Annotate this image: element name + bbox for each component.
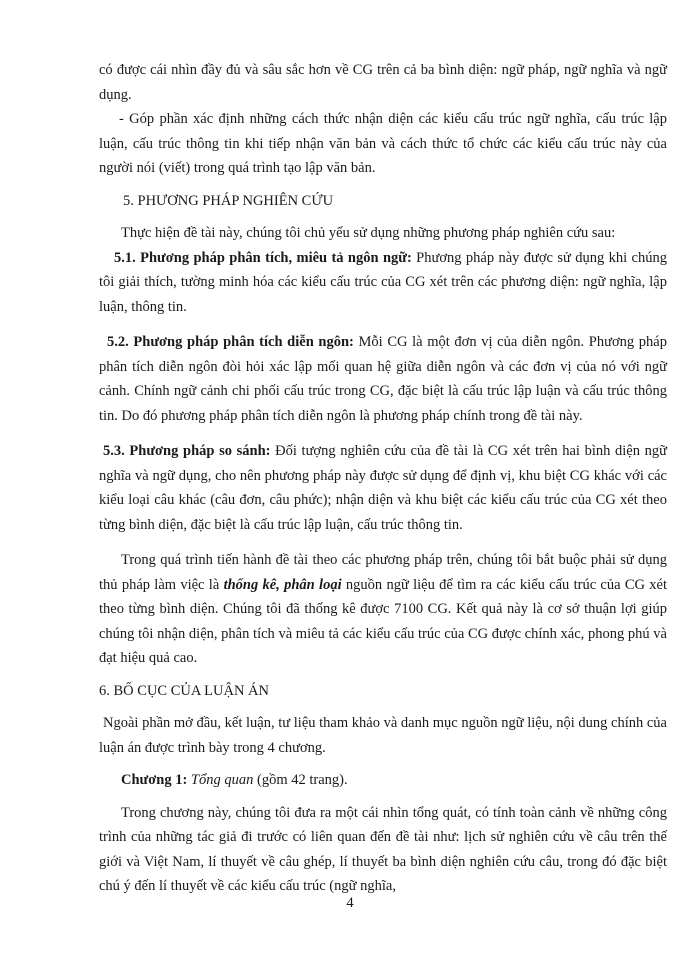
- paragraph-structure-intro: Ngoài phần mở đầu, kết luận, tư liệu tham khảo và danh mục nguồn ngữ liệu, nội dung chính của luận án được trình bày trong 4 chương.: [99, 715, 667, 756]
- method-5-2-text: Mỗi CG là một đơn vị của diễn ngôn. Phương pháp phân tích diễn ngôn đòi hỏi xác lập mối quan hệ giữa diễn ngôn và các đơn vị của nó với ngữ cảnh. Chính ngữ cảnh chi phối cấu trúc trong CG, đặc biệt là cấu trúc lập luận và cấu trúc thông tin. Do đó phương pháp phân tích diễn ngôn là phương pháp chính trong đề tài này.: [99, 334, 667, 424]
- paragraph-contribution: - Góp phần xác định những cách thức nhận diện các kiểu cấu trúc ngữ nghĩa, cấu trúc lập luận, cấu trúc thông tin khi tiếp nhận văn bản và cách thức tổ chức các kiểu cấu trúc này của người nói (viết) trong quá trình tạo lập văn bản.: [99, 111, 667, 176]
- method-5-2-label: 5.2. Phương pháp phân tích diễn ngôn:: [107, 334, 354, 350]
- paragraph-continuation: có được cái nhìn đầy đủ và sâu sắc hơn về CG trên cả ba bình diện: ngữ pháp, ngữ nghĩa và ngữ dụng.: [99, 62, 667, 103]
- page-number: 4: [346, 895, 354, 911]
- section-heading-research-methods: 5. PHƯƠNG PHÁP NGHIÊN CỨU: [123, 192, 334, 209]
- paragraph-chapter-1: [99, 768, 667, 793]
- paragraph-statistics: [99, 548, 667, 671]
- paragraph-methods-intro: Thực hiện đề tài này, chúng tôi chủ yếu sử dụng những phương pháp nghiên cứu sau:: [121, 225, 616, 241]
- method-5-3-label: 5.3. Phương pháp so sánh:: [103, 443, 271, 459]
- statistics-text-a: Trong quá trình tiến hành đề tài theo các phương pháp trên, chúng tôi bắt buộc phải sử dụng thủ pháp làm việc là: [99, 552, 667, 593]
- statistics-emphasis: thống kê, phân loại: [223, 576, 342, 593]
- page-content: [99, 58, 667, 899]
- method-5-1-label: 5.1. Phương pháp phân tích, miêu tả ngôn ngữ:: [114, 249, 412, 266]
- chapter-1-pages: (gồm 42 trang).: [253, 772, 348, 788]
- paragraph-chapter-1-overview: Trong chương này, chúng tôi đưa ra một cái nhìn tổng quát, có tính toàn cảnh về những công trình của những tác giả đi trước có liên quan đến đề tài như: lịch sử nghiên cứu về câu trên thế giới và Việt Nam, lí thuyết về câu ghép, lí thuyết ba bình diện nghiên cứu câu, trong đó đặc biệt chú ý đến lí thuyết về các kiểu cấu trúc (ngữ nghĩa,: [99, 804, 667, 894]
- chapter-1-title: Tổng quan: [190, 772, 254, 788]
- method-5-1-text: Phương pháp này được sử dụng khi chúng tôi giải thích, tường minh hóa các kiểu cấu trúc của CG xét trên các phương diện: ngữ nghĩa, lập luận, thông tin.: [99, 249, 667, 315]
- paragraph-method-5-2: [99, 330, 667, 428]
- method-5-3-text: Đối tượng nghiên cứu của đề tài là CG xét trên hai bình diện ngữ nghĩa và ngữ dụng, cho nên phương pháp này được sử dụng để định vị, khu biệt CG khác với các kiểu loại câu khác (câu đơn, câu phức); nhận diện và khu biệt các kiểu cấu trúc của CG xét theo từng bình diện, đặc biệt là cấu trúc lập luận, cấu trúc thông tin.: [99, 443, 668, 533]
- statistics-text-b: nguồn ngữ liệu để tìm ra các kiểu cấu trúc của CG xét theo từng bình diện. Chúng tôi đã thống kê được 7100 CG. Kết quả này là cơ sở thuận lợi giúp chúng tôi nhận diện, phân tích và miêu tả các kiểu cấu trúc của CG được chính xác, phong phú và đạt hiệu quả cao.: [99, 576, 668, 666]
- paragraph-method-5-1: [99, 246, 667, 320]
- paragraph-method-5-3: [99, 439, 667, 537]
- chapter-1-label: Chương 1:: [121, 772, 188, 788]
- section-heading-thesis-structure: 6. BỐ CỤC CỦA LUẬN ÁN: [99, 682, 269, 699]
